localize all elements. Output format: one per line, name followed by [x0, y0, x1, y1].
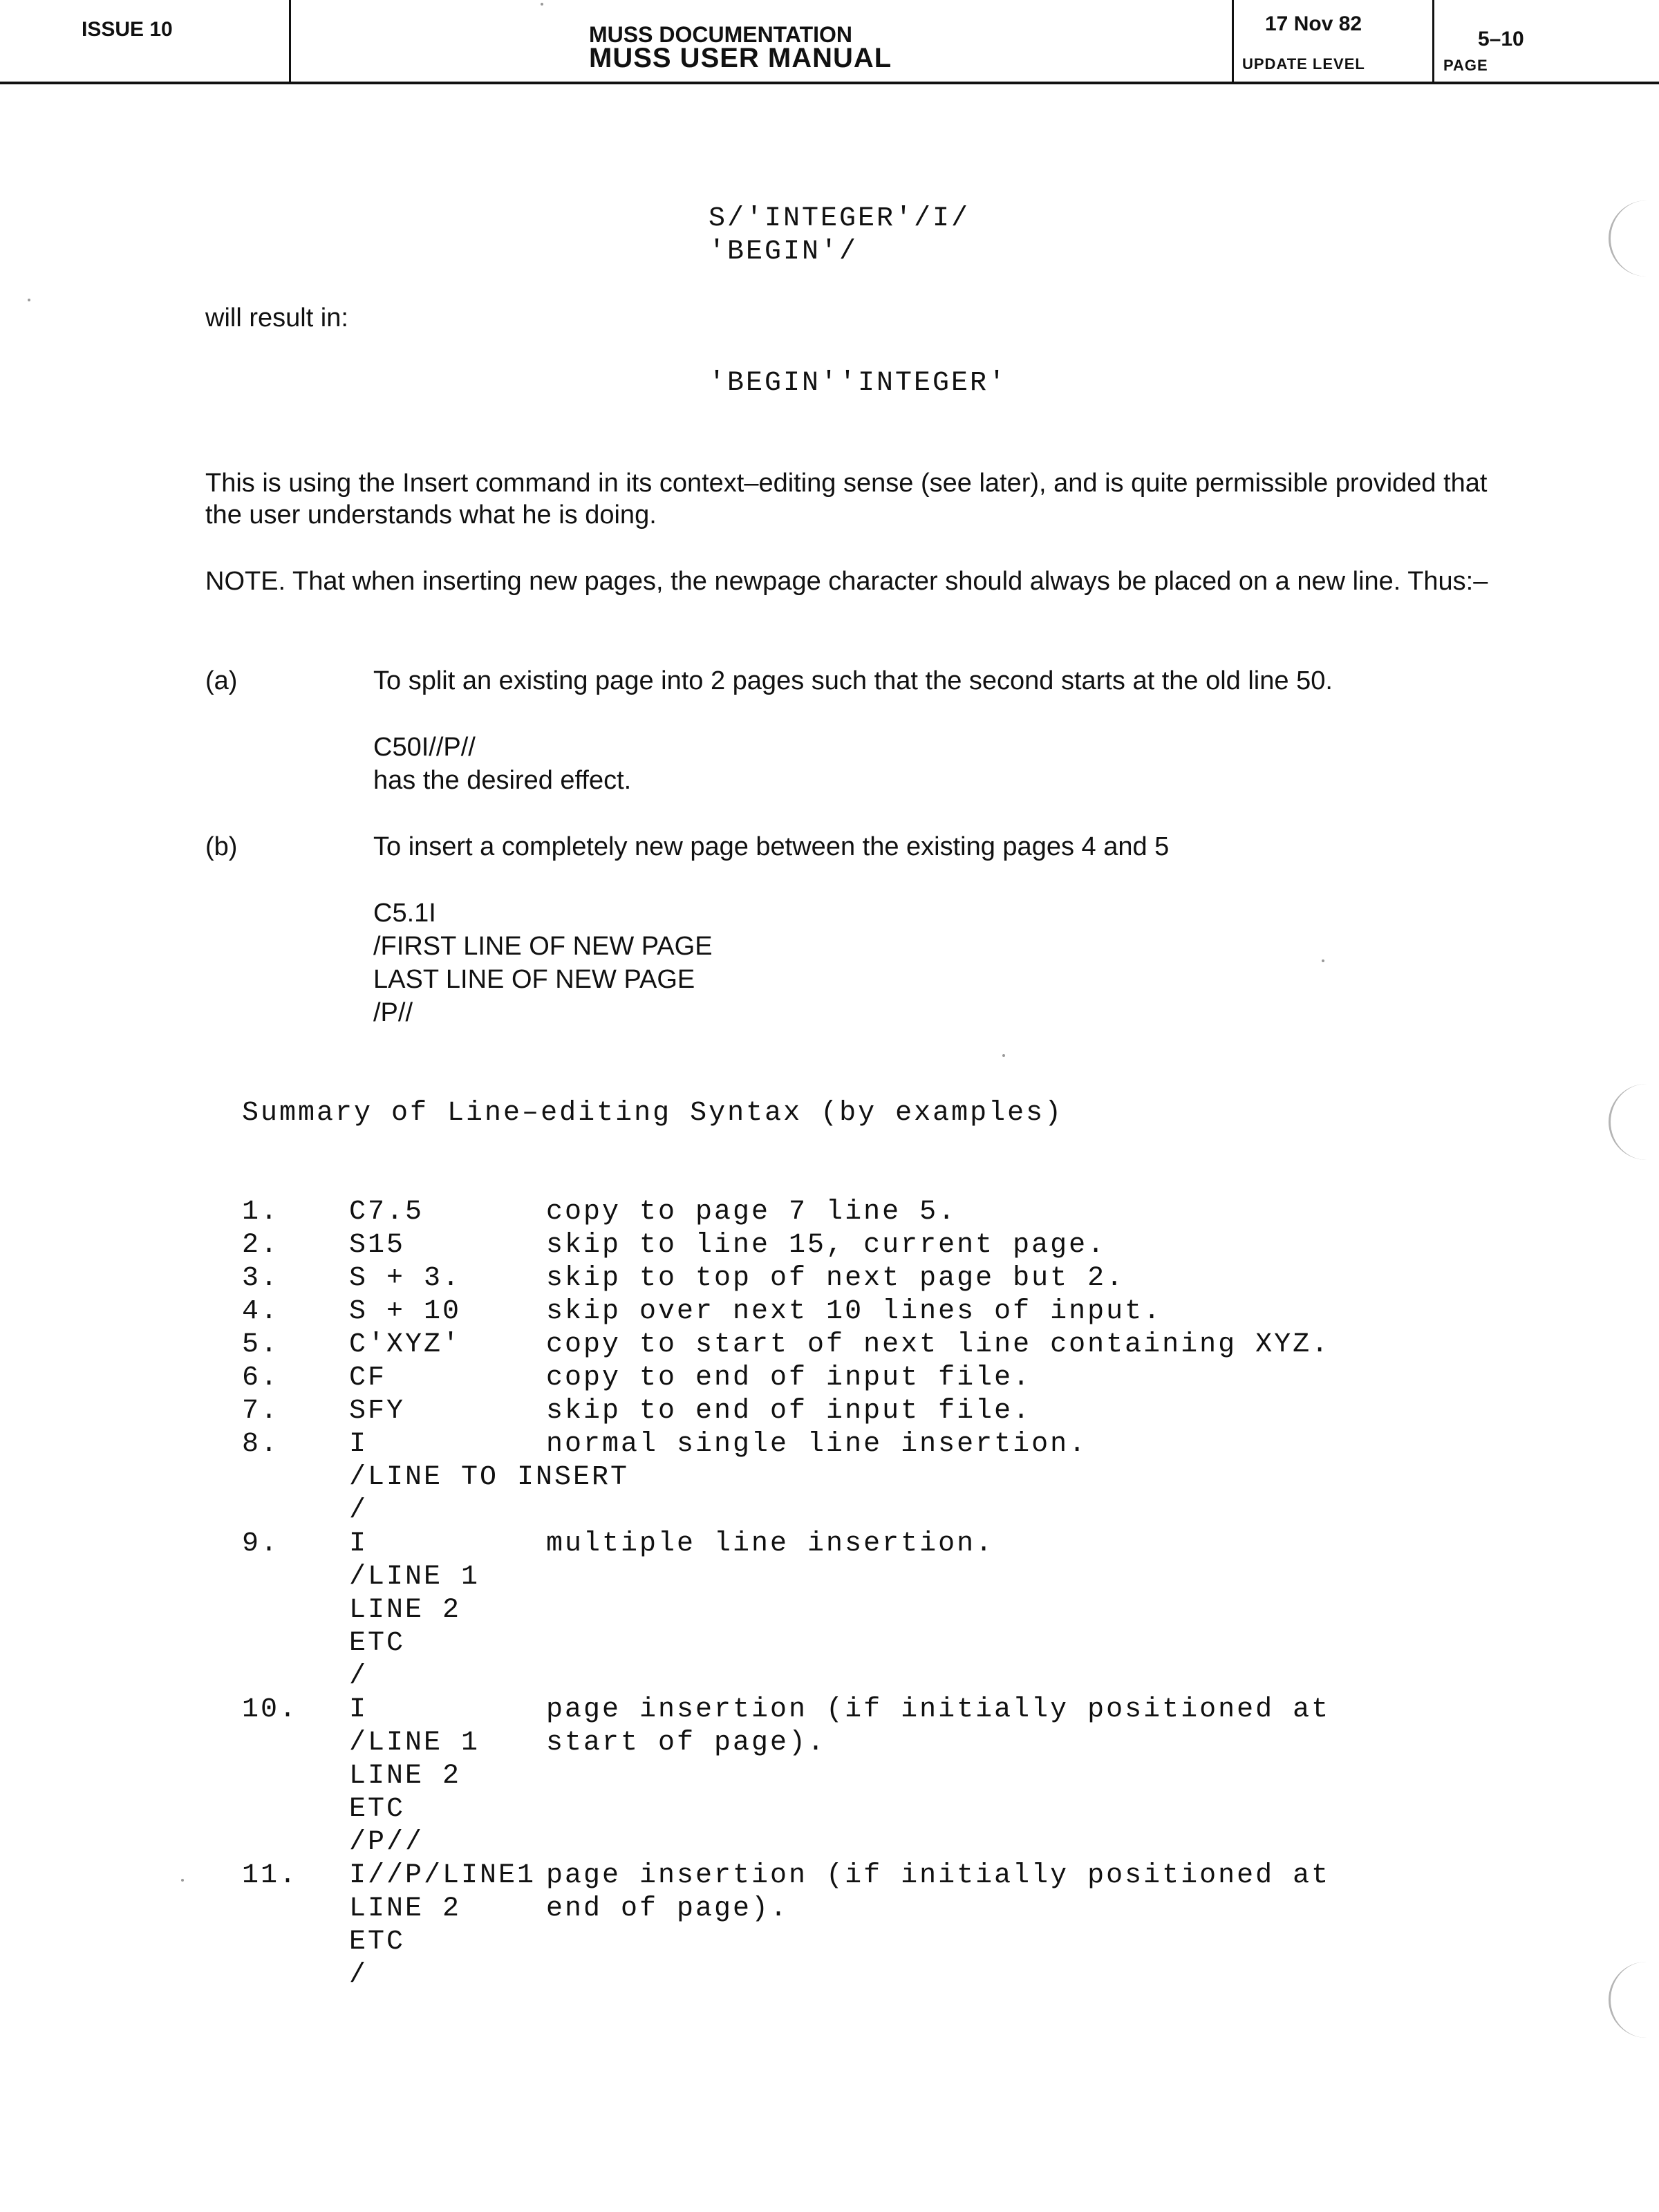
case-description: To insert a completely new page between the existing pages 4 and 5 — [373, 832, 1170, 861]
summary-item-command: LINE 2 — [349, 1893, 462, 1924]
summary-item-number: 10. — [242, 1694, 299, 1725]
page-label: PAGE — [1443, 57, 1488, 74]
summary-item-description: skip to top of next page but 2. — [546, 1263, 1125, 1294]
summary-row — [0, 1826, 1659, 1859]
summary-item-command: ETC — [349, 1927, 406, 1958]
summary-item-description: end of page). — [546, 1893, 789, 1924]
summary-item-description: copy to start of next line containing XYZ. — [546, 1329, 1331, 1360]
summary-item-command: LINE 2 — [349, 1761, 462, 1792]
summary-row — [0, 1196, 1659, 1229]
summary-item-description: multiple line insertion. — [546, 1528, 995, 1559]
documentation-title: MUSS DOCUMENTATION — [589, 22, 853, 47]
summary-item-command: S + 3. — [349, 1263, 462, 1294]
summary-row — [0, 1627, 1659, 1660]
summary-item-command: ETC — [349, 1794, 406, 1825]
summary-item-command: S + 10 — [349, 1296, 462, 1327]
summary-row — [0, 1395, 1659, 1428]
summary-item-description: normal single line insertion. — [546, 1429, 1088, 1460]
header-divider — [1232, 0, 1234, 82]
scan-speck — [1002, 1054, 1005, 1057]
result-intro: will result in: — [205, 303, 348, 332]
update-level-label: UPDATE LEVEL — [1242, 55, 1365, 73]
summary-row — [0, 1262, 1659, 1295]
page-number: 5–10 — [1478, 28, 1524, 50]
summary-item-command: LINE 2 — [349, 1595, 462, 1626]
case-code-line: /FIRST LINE OF NEW PAGE — [373, 932, 713, 961]
header-divider — [1432, 0, 1434, 82]
summary-item-command: C'XYZ' — [349, 1329, 462, 1360]
summary-item-command: CF — [349, 1362, 387, 1394]
scan-speck — [28, 299, 30, 301]
case-code-line: has the desired effect. — [373, 766, 632, 795]
summary-row — [0, 1494, 1659, 1528]
scan-speck — [181, 1879, 184, 1882]
summary-row — [0, 1893, 1659, 1926]
scan-speck — [1322, 959, 1324, 962]
summary-item-command: /P// — [349, 1827, 424, 1858]
header-divider — [289, 0, 291, 82]
case-label: (a) — [205, 666, 238, 695]
summary-row — [0, 1694, 1659, 1727]
summary-item-command: I — [349, 1528, 368, 1559]
scan-speck — [541, 3, 543, 6]
case-code-line: C5.1I — [373, 899, 436, 928]
summary-row — [0, 1428, 1659, 1461]
summary-item-command: I — [349, 1694, 368, 1725]
summary-item-number: 3. — [242, 1263, 280, 1294]
summary-item-description: copy to end of input file. — [546, 1362, 1032, 1394]
summary-row — [0, 1660, 1659, 1694]
case-code-line: /P// — [373, 998, 413, 1027]
case-code-line: LAST LINE OF NEW PAGE — [373, 965, 695, 994]
summary-item-description: page insertion (if initially positioned at — [546, 1694, 1331, 1725]
summary-item-description: skip to line 15, current page. — [546, 1230, 1107, 1261]
update-date: 17 Nov 82 — [1265, 12, 1362, 35]
header-rule — [0, 82, 1659, 84]
summary-item-description: copy to page 7 line 5. — [546, 1197, 957, 1228]
manual-title: MUSS USER MANUAL — [589, 43, 892, 73]
summary-row — [0, 1760, 1659, 1793]
summary-row — [0, 1461, 1659, 1494]
summary-item-command: ETC — [349, 1628, 406, 1659]
case-label: (b) — [205, 832, 238, 861]
summary-item-command: I — [349, 1429, 368, 1460]
case-code-line: C50I//P// — [373, 733, 476, 762]
example-command-line: S/'INTEGER'/I/ — [709, 203, 971, 234]
summary-item-description: start of page). — [546, 1727, 827, 1759]
summary-row — [0, 1295, 1659, 1329]
summary-row — [0, 1362, 1659, 1395]
summary-item-number: 1. — [242, 1197, 280, 1228]
summary-row — [0, 1594, 1659, 1627]
summary-title: Summary of Line–editing Syntax (by examples) — [242, 1098, 1064, 1129]
summary-row — [0, 1329, 1659, 1362]
summary-row — [0, 1229, 1659, 1262]
summary-row — [0, 1528, 1659, 1561]
summary-item-number: 7. — [242, 1396, 280, 1427]
summary-item-description: page insertion (if initially positioned at — [546, 1860, 1331, 1891]
summary-row — [0, 1561, 1659, 1594]
summary-item-command: / — [349, 1661, 368, 1692]
insert-note-paragraph: This is using the Insert command in its context–editing sense (see later), and is quite permissible provided that the user understands what he is doing. — [205, 469, 1488, 529]
newpage-note-paragraph: NOTE. That when inserting new pages, the newpage character should always be placed on a new line. Thus:– — [205, 567, 1488, 596]
summary-item-number: 2. — [242, 1230, 280, 1261]
summary-item-number: 6. — [242, 1362, 280, 1394]
summary-item-command: /LINE TO INSERT — [349, 1462, 630, 1493]
summary-item-command: /LINE 1 — [349, 1727, 480, 1759]
example-result: 'BEGIN''INTEGER' — [709, 368, 1008, 399]
summary-row — [0, 1926, 1659, 1959]
summary-item-number: 8. — [242, 1429, 280, 1460]
summary-item-description: skip to end of input file. — [546, 1396, 1032, 1427]
summary-item-description: skip over next 10 lines of input. — [546, 1296, 1163, 1327]
summary-row — [0, 1793, 1659, 1826]
summary-item-number: 9. — [242, 1528, 280, 1559]
summary-item-command: I//P/LINE1 — [349, 1860, 536, 1891]
summary-item-command: C7.5 — [349, 1197, 424, 1228]
punch-hole-mark — [1609, 1084, 1659, 1160]
punch-hole-mark — [1609, 200, 1659, 276]
example-command-line: 'BEGIN'/ — [709, 236, 859, 268]
summary-item-command: /LINE 1 — [349, 1562, 480, 1593]
summary-item-command: / — [349, 1495, 368, 1526]
issue-label: ISSUE 10 — [82, 18, 173, 41]
summary-item-command: / — [349, 1960, 368, 1991]
summary-item-number: 11. — [242, 1860, 299, 1891]
summary-item-command: S15 — [349, 1230, 406, 1261]
summary-item-command: SFY — [349, 1396, 406, 1427]
case-description: To split an existing page into 2 pages such that the second starts at the old line 50. — [373, 666, 1333, 695]
summary-item-number: 5. — [242, 1329, 280, 1360]
summary-item-number: 4. — [242, 1296, 280, 1327]
summary-row — [0, 1959, 1659, 1992]
summary-row — [0, 1727, 1659, 1760]
summary-row — [0, 1859, 1659, 1893]
page-header — [0, 0, 1659, 84]
